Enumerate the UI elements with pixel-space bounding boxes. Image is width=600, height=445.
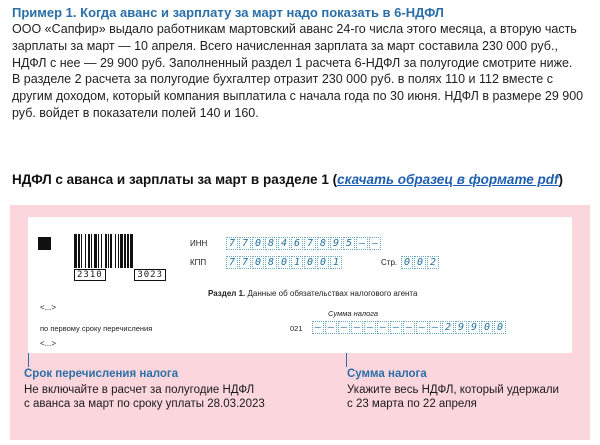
section-1-title [208,289,417,298]
sample-panel [10,205,590,440]
example-block [12,4,592,122]
sum-cell: – [403,321,415,334]
kpp-cell: 0 [252,256,264,269]
sum-cell: 9 [468,321,480,334]
kpp-cell: 7 [226,256,238,269]
corner-marker-icon [38,237,51,250]
placeholder-top: <...> [40,303,57,312]
sum-cell: 0 [494,321,506,334]
barcode-number [74,269,166,281]
sum-label: Сумма налога [328,309,379,318]
annotation-right-line1: Укажите весь НДФЛ, который удержали [347,384,559,396]
sum-cell: 2 [442,321,454,334]
kpp-cell: 1 [291,256,303,269]
download-pdf-link[interactable]: скачать образец в формате pdf [337,172,559,187]
page-cell: 0 [401,256,413,269]
sum-cells [312,321,507,334]
inn-cells [226,237,382,250]
inn-cell: 7 [304,237,316,250]
annotation-right-line2: с 23 марта по 22 апреля [347,398,477,410]
barcode-number-right: 3023 [134,269,166,281]
kpp-cell: 7 [239,256,251,269]
inn-cell: 8 [317,237,329,250]
section-heading [12,172,563,187]
heading-text: НДФЛ с аванса и зарплаты за март в разделе 1 ( [12,172,338,187]
kpp-cell: 1 [330,256,342,269]
page-cells [401,256,440,269]
pointer-left [28,353,29,367]
kpp-cell: 0 [278,256,290,269]
first-term-label: по первому сроку перечисления [40,324,153,333]
sum-cell: – [338,321,350,334]
sum-cell: 9 [455,321,467,334]
annotation-left-line1: Не включайте в расчет за полугодие НДФЛ [24,384,255,396]
example-paragraph-1: ООО «Сапфир» выдало работникам мартовский аванс 24-го числа этого месяца, а вторую часть зарплаты за март — 10 апреля. Всего начисленная зарплата за март составила 230 000 руб., НДФЛ с нее — 29 900 руб. Заполненный раздел 1 расчета 6-НДФЛ за полугодие смотрите ниже. [12,22,577,70]
pointer-right [346,353,347,367]
page-cell: 2 [427,256,439,269]
kpp-cells [226,256,343,269]
kpp-cell: 8 [265,256,277,269]
form-sheet [28,217,572,353]
inn-cell: 6 [291,237,303,250]
barcode-icon [74,234,166,268]
heading-close: ) [558,172,564,187]
inn-cell: 0 [252,237,264,250]
sum-cell: – [351,321,363,334]
kpp-cell: 0 [317,256,329,269]
section-1-bold: Раздел 1. [208,289,246,298]
example-title: Пример 1. Когда аванс и зарплату за март надо показать в 6-НДФЛ [12,5,444,20]
inn-cell: – [369,237,381,250]
inn-cell: – [356,237,368,250]
kpp-label: КПП [190,258,207,267]
inn-cell: 7 [239,237,251,250]
inn-cell: 8 [265,237,277,250]
inn-cell: 4 [278,237,290,250]
section-1-text: Данные об обязательствах налогового агента [245,289,418,298]
inn-cell: 9 [330,237,342,250]
example-paragraph-2: В разделе 2 расчета за полугодие бухгалтер отразит 230 000 руб. в полях 110 и 112 вместе с другим доходом, который компания выплатила с начала года по 30 июня. НДФЛ в размере 29 900 руб. войдет в показатели полей 140 и 160. [12,72,584,120]
page-cell: 0 [414,256,426,269]
barcode-bar [133,234,134,268]
inn-cell: 7 [226,237,238,250]
sum-cell: – [325,321,337,334]
sum-cell: – [429,321,441,334]
sum-cell: – [364,321,376,334]
kpp-cell: 0 [304,256,316,269]
inn-label: ИНН [190,239,208,248]
barcode-number-left: 2310 [74,269,106,281]
inn-cell: 5 [343,237,355,250]
annotation-right-title: Сумма налога [347,368,427,380]
sum-cell: – [390,321,402,334]
sum-cell: – [416,321,428,334]
sum-cell: 0 [481,321,493,334]
annotation-left-title: Срок перечисления налога [24,368,179,380]
annotation-left-line2: с аванса за март по сроку уплаты 28.03.2023 [24,398,265,410]
field-code: 021 [290,324,303,333]
page-label: Стр. [381,258,398,267]
sum-cell: – [377,321,389,334]
sum-cell: – [312,321,324,334]
placeholder-bottom: <...> [40,339,57,348]
